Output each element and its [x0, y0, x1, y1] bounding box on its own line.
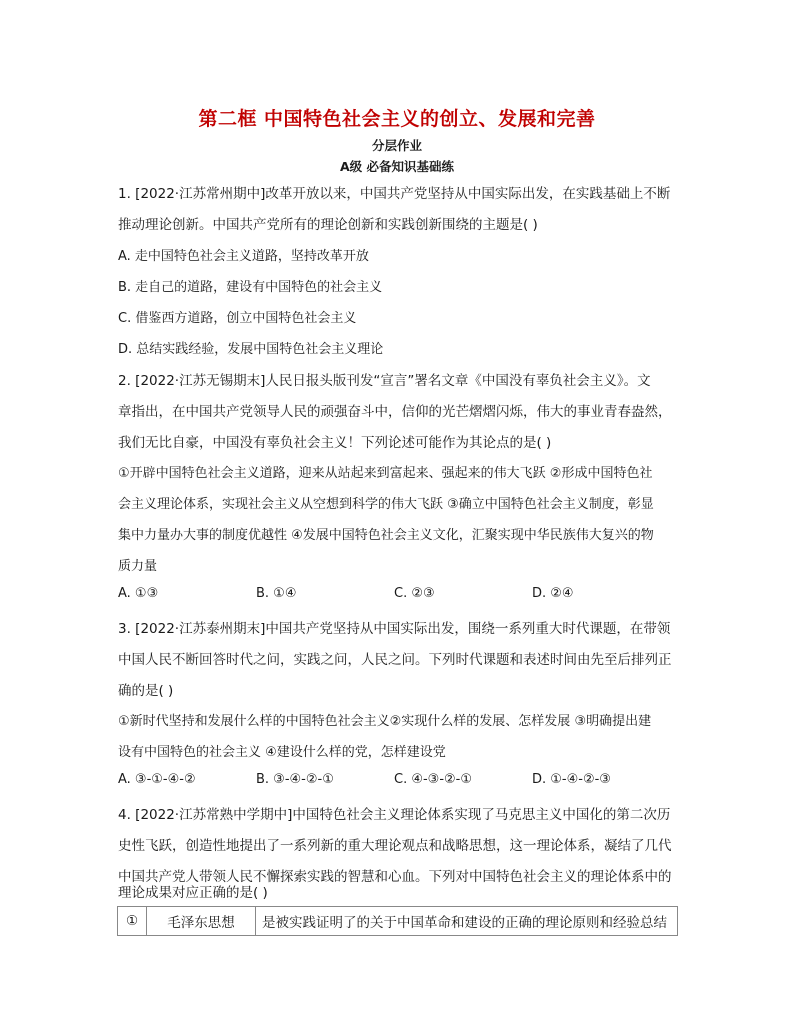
question-2-item-line-1: ①开辟中国特色社会主义道路，迎来从站起来到富起来、强起来的伟大飞跃 ②形成中国特色社 — [118, 466, 653, 481]
question-3-option-a: A. ③-①-④-② — [118, 772, 196, 787]
table-cell-description: 是被实践证明了的关于中国革命和建设的正确的理论原则和经验总结 — [256, 907, 678, 936]
question-4-line-1: 4. [2022·江苏常熟中学期中]中国特色社会主义理论体系实现了马克思主义中国化的第二次历 — [118, 807, 671, 823]
question-1-option-b: B. 走自己的道路，建设有中国特色的社会主义 — [118, 280, 383, 295]
level-subtitle: A级 必备知识基础练 — [339, 159, 455, 174]
question-2-item-line-4: 质力量 — [118, 559, 158, 574]
question-1-line-1: 1. [2022·江苏常州期中]改革开放以来，中国共产党坚持从中国实际出发，在实践基础上不断 — [118, 186, 671, 202]
question-4-line-4: 理论成果对应正确的是( ) — [118, 885, 268, 901]
question-1-option-c: C. 借鉴西方道路，创立中国特色社会主义 — [118, 311, 357, 326]
question-3-option-b: B. ③-④-②-① — [256, 772, 334, 787]
section-subtitle: 分层作业 — [371, 138, 422, 153]
question-4-line-3: 中国共产党人带领人民不懈探索实践的智慧和心血。下列对中国特色社会主义的理论体系中的 — [118, 869, 672, 885]
table-cell-number: ① — [118, 907, 147, 936]
question-3-line-3: 确的是( ) — [118, 683, 174, 699]
question-1-line-2: 推动理论创新。中国共产党所有的理论创新和实践创新围绕的主题是( ) — [118, 217, 538, 233]
question-4-line-2: 史性飞跃，创造性地提出了一系列新的重大理论观点和战略思想，这一理论体系，凝结了几代 — [118, 838, 672, 854]
question-3-item-line-1: ①新时代坚持和发展什么样的中国特色社会主义②实现什么样的发展、怎样发展 ③明确提出建 — [118, 714, 652, 729]
question-3-option-d: D. ①-④-②-③ — [532, 772, 611, 787]
question-2-option-d: D. ②④ — [532, 586, 574, 601]
table-cell-theory: 毛泽东思想 — [147, 907, 256, 936]
table-row — [118, 907, 678, 936]
question-3-option-c: C. ④-③-②-① — [394, 772, 473, 787]
question-2-item-line-2: 会主义理论体系，实现社会主义从空想到科学的伟大飞跃 ③确立中国特色社会主义制度，彰显 — [118, 497, 654, 512]
question-3-line-1: 3. [2022·江苏泰州期末]中国共产党坚持从中国实际出发，围绕一系列重大时代课题，在带领 — [118, 621, 671, 637]
question-3-line-2: 中国人民不断回答时代之问，实践之问，人民之问。下列时代课题和表述时间由先至后排列正 — [118, 652, 672, 668]
question-2-option-a: A. ①③ — [118, 586, 159, 601]
question-4-table — [117, 906, 678, 936]
question-2-option-b: B. ①④ — [256, 586, 297, 601]
page-title: 第二框 中国特色社会主义的创立、发展和完善 — [198, 108, 596, 130]
question-2-line-2: 章指出，在中国共产党领导人民的顽强奋斗中，信仰的光芒熠熠闪烁，伟大的事业青春盎然， — [118, 404, 672, 420]
question-1-option-a: A. 走中国特色社会主义道路，坚持改革开放 — [118, 249, 369, 264]
question-2-option-c: C. ②③ — [394, 586, 435, 601]
question-2-line-3: 我们无比自豪，中国没有辜负社会主义！下列论述可能作为其论点的是( ) — [118, 435, 552, 451]
question-1-option-d: D. 总结实践经验，发展中国特色社会主义理论 — [118, 342, 384, 357]
question-2-item-line-3: 集中力量办大事的制度优越性 ④发展中国特色社会主义文化，汇聚实现中华民族伟大复兴的物 — [118, 528, 654, 543]
question-3-item-line-2: 设有中国特色的社会主义 ④建设什么样的党，怎样建设党 — [118, 745, 446, 760]
question-2-line-1: 2. [2022·江苏无锡期末]人民日报头版刊发“宣言”署名文章《中国没有辜负社会主义》。文 — [118, 373, 651, 389]
